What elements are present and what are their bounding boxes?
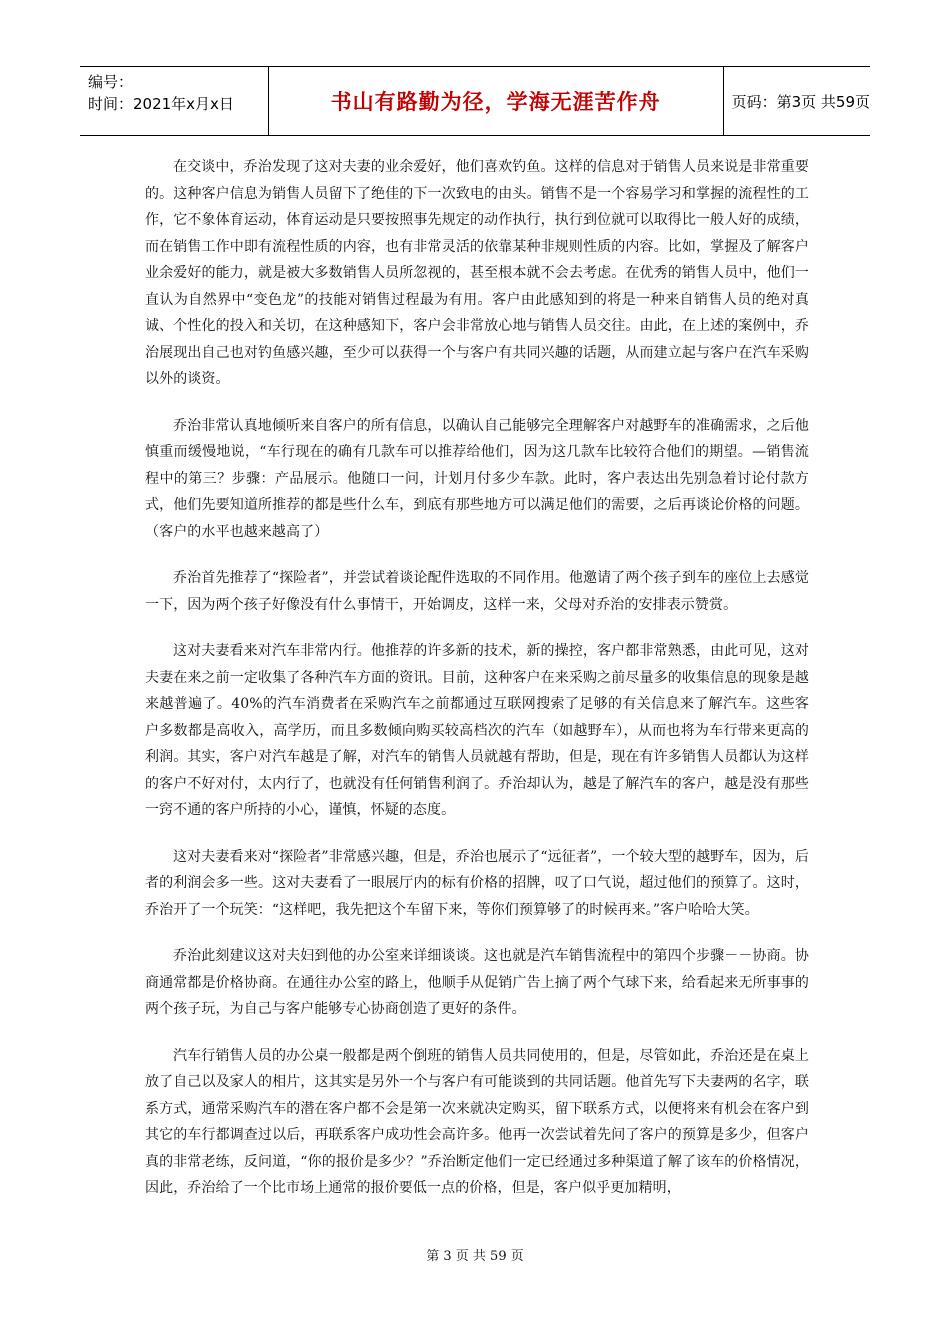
document-body bbox=[145, 154, 809, 1222]
header-time-label: 时间：2021年x月x日 bbox=[88, 95, 234, 113]
document-header bbox=[80, 66, 870, 136]
paragraph-2: 乔治非常认真地倾听来自客户的所有信息，以确认自己能够完全理解客户对越野车的准确需求，之后他慎重而缓慢地说，“车行现在的确有几款车可以推荐给他们，因为这几款车比较符合他们的期望。—销售流程中的第三？步骤：产品展示。他随口一问，计划月付多少车款。此时，客户表达出先别急着讨论付款方式，他们先要知道所推荐的都是些什么车，到底有那些地方可以满足他们的需要，之后再谈论价格的问题。（客户的水平也越来越高了） bbox=[145, 417, 809, 540]
header-number-label: 编号： bbox=[88, 73, 134, 91]
paragraph-5: 这对夫妻看来对“探险者”非常感兴趣，但是，乔治也展示了“远征者”，一个较大型的越野车，因为，后者的利润会多一些。这对夫妻看了一眼展厅内的标有价格的招牌，叹了口气说，超过他们的预算了。这时，乔治开了一个玩笑：“这样吧，我先把这个车留下来，等你们预算够了的时候再来。”客户哈哈大笑。 bbox=[145, 848, 809, 918]
paragraph-7: 汽车行销售人员的办公桌一般都是两个倒班的销售人员共同使用的，但是，尽管如此，乔治还是在桌上放了自己以及家人的相片，这其实是另外一个与客户有可能谈到的共同话题。他首先写下夫妻两的名字，联系方式，通常采购汽车的潜在客户都不会是第一次来就决定购买，留下联系方式，以便将来有机会在客户到其它的车行都调查过以后，再联系客户成功性会高许多。他再一次尝试着先问了客户的预算是多少，但客户真的非常老练，反问道，“你的报价是多少？”乔治断定他们一定已经通过多种渠道了解了该车的价格情况，因此，乔治给了一个比市场上通常的报价要低一点的价格，但是，客户似乎更加精明， bbox=[145, 1047, 809, 1196]
header-meta bbox=[80, 67, 269, 135]
paragraph-6: 乔治此刻建议这对夫妇到他的办公室来详细谈谈。这也就是汽车销售流程中的第四个步骤－－协商。协商通常都是价格协商。在通往办公室的路上，他顺手从促销广告上摘了两个气球下来，给看起来无所事事的两个孩子玩，为自己与客户能够专心协商创造了更好的条件。 bbox=[145, 948, 809, 1017]
page-footer: 第 3 页 共 59 页 bbox=[426, 1249, 524, 1264]
header-motto: 书山有路勤为径，学海无涯苦作舟 bbox=[269, 67, 724, 135]
paragraph-3: 乔治首先推荐了“探险者”，并尝试着谈论配件选取的不同作用。他邀请了两个孩子到车的座位上去感觉一下，因为两个孩子好像没有什么事情干，开始调皮，这样一来，父母对乔治的安排表示赞赏。 bbox=[145, 570, 809, 613]
paragraph-4: 这对夫妻看来对汽车非常内行。他推荐的许多新的技术，新的操控，客户都非常熟悉，由此可见，这对夫妻在来之前一定收集了各种汽车方面的资讯。目前，这种客户在来采购之前尽量多的收集信息的现象是越来越普遍了。40%的汽车消费者在采购汽车之前都通过互联网搜索了足够的有关信息来了解汽车。这些客户多数都是高收入，高学历，而且多数倾向购买较高档次的汽车（如越野车），从而也将为车行带来更高的利润。其实，客户对汽车越是了解，对汽车的销售人员就越有帮助，但是，现在有许多销售人员都认为这样的客户不好对付，太内行了，也就没有任何销售利润了。乔治却认为，越是了解汽车的客户，越是没有那些一窍不通的客户所持的小心，谨慎，怀疑的态度。 bbox=[145, 643, 809, 818]
paragraph-1: 在交谈中，乔治发现了这对夫妻的业余爱好，他们喜欢钓鱼。这样的信息对于销售人员来说是非常重要的。这种客户信息为销售人员留下了绝佳的下一次致电的由头。销售不是一个容易学习和掌握的流程性的工作，它不象体育运动，体育运动是只要按照事先规定的动作执行，执行到位就可以取得比一般人好的成绩，而在销售工作中即有流程性质的内容，也有非常灵活的依靠某种非规则性质的内容。比如，掌握及了解客户业余爱好的能力，就是被大多数销售人员所忽视的，甚至根本就不会去考虑。在优秀的销售人员中，他们一直认为自然界中“变色龙”的技能对销售过程最为有用。客户由此感知到的将是一种来自销售人员的绝对真诚、个性化的投入和关切，在这种感知下，客户会非常放心地与销售人员交往。由此，在上述的案例中，乔治展现出自己也对钓鱼感兴趣，至少可以获得一个与客户有共同兴趣的话题，从而建立起与客户在汽车采购以外的谈资。 bbox=[145, 159, 809, 387]
header-page-info: 页码：第3页 共59页 bbox=[731, 92, 870, 111]
